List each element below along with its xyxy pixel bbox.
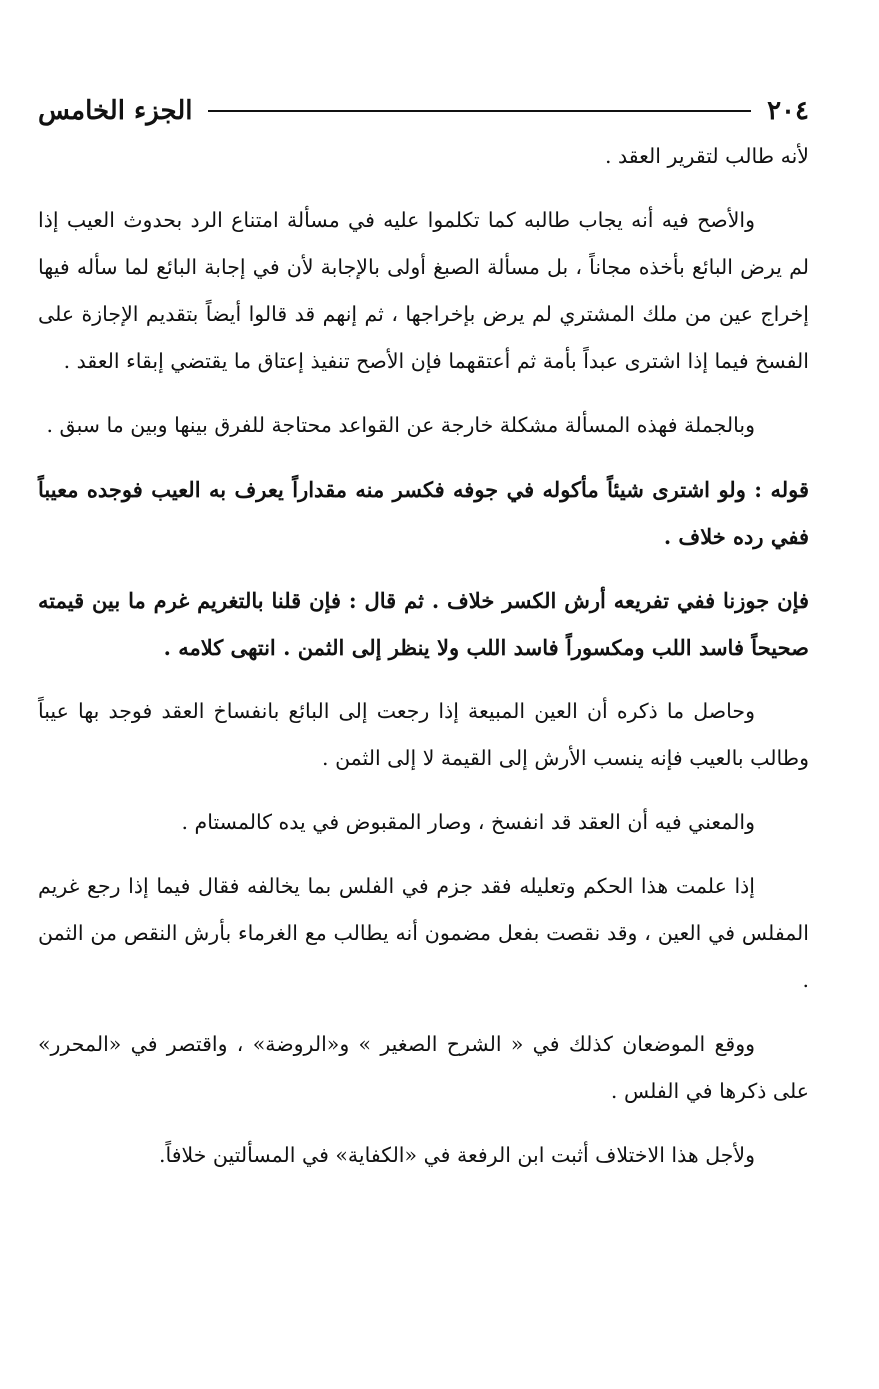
paragraph-9: ووقع الموضعان كذلك في « الشرح الصغير » و«الروضة» ، واقتصر في «المحرر» على ذكرها في الفلس . [38, 1032, 809, 1103]
paragraph-6: وحاصل ما ذكره أن العين المبيعة إذا رجعت إلى البائع بانفساخ العقد فوجد بها عيباً وطالب بالعيب فإنه ينسب الأرش إلى القيمة لا إلى الثمن . [38, 699, 809, 770]
paragraph-7: والمعني فيه أن العقد قد انفسخ ، وصار المقبوض في يده كالمستام . [181, 810, 755, 834]
body-text [38, 133, 809, 1179]
paragraph-3: وبالجملة فهذه المسألة مشكلة خارجة عن القواعد محتاجة للفرق بينها وبين ما سبق . [46, 413, 755, 437]
paragraph-2: والأصح فيه أنه يجاب طالبه كما تكلموا عليه في مسألة امتناع الرد بحدوث العيب إذا لم يرض البائع بأخذه مجاناً ، بل مسألة الصبغ أولى بالإجابة لأن في إجابة البائع لما سأله فيها إخراج عين من ملك المشتري لم يرض بإخراجها ، ثم إنهم قد قالوا أيضاً بتقديم الإجازة على الفسخ فيما إذا اشترى عبداً بأمة ثم أعتقهما فإن الأصح تنفيذ إعتاق ما يقتضي إبقاء العقد . [38, 208, 809, 373]
page-number: ٢٠٤ [767, 96, 809, 126]
paragraph-1: لأنه طالب لتقرير العقد . [605, 144, 809, 168]
paragraph-10: ولأجل هذا الاختلاف أثبت ابن الرفعة في «الكفاية» في المسألتين خلافاً. [158, 1143, 755, 1167]
volume-title: الجزء الخامس [38, 96, 193, 126]
running-head [38, 95, 809, 127]
header-rule [208, 110, 751, 112]
quoted-text-2: فإن جوزنا ففي تفريعه أرش الكسر خلاف . ثم قال : فإن قلنا بالتغريم غرم ما بين قيمته صحيحاً فاسد اللب ومكسوراً فاسد اللب ولا ينظر إلى الثمن . انتهى كلامه . [38, 588, 809, 660]
quoted-text-1: قوله : ولو اشترى شيئاً مأكوله في جوفه فكسر منه مقداراً يعرف به العيب فوجده معيباً ففي رده خلاف . [38, 477, 809, 549]
paragraph-8: إذا علمت هذا الحكم وتعليله فقد جزم في الفلس بما يخالفه فقال فيما إذا رجع غريم المفلس في العين ، وقد نقصت بفعل مضمون أنه يطالب مع الغرماء بأرش النقص من الثمن . [38, 874, 809, 992]
